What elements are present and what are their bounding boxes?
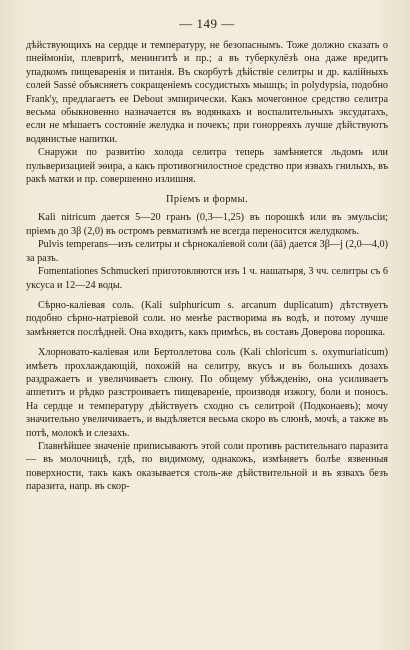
paragraph-pulvis-temperans: Pulvis temperans—изъ селитры и сѣрнокаліевой соли (āā) дается 3β—j (2,0—4,0) за разъ. — [26, 239, 388, 264]
page-number: — 149 — — [179, 16, 235, 31]
paragraph-external-use: Снаружи по развитію холода селитра теперь замѣняется льдомъ или пульверизацией эөира, а какъ противогнилостное средство при язвахъ гнилыхъ, въ ракѣ матки и пр. совершенно излишня. — [26, 147, 388, 186]
paragraph-continuation: дѣйствующихъ на сердце и температуру, не безопаснымъ. Тоже должно сказать о пнеймоніи, плевритѣ, менингитѣ и пр.; а въ туберкулёзѣ она даже вредитъ упадкомъ пищеваренія и питанія. Въ скорбутѣ дѣйствіе селитры и др. калійныхъ солей Sassé объясняетъ сокращеніемъ сосудистыхъ мышцъ; in polydypsia, подобно Frank'у, предлагаетъ ее Debout эмпирически. Какъ мочегонное средство селитра весьма обыкновенно назначается въ водянкахъ и воспалительныхъ эксудатахъ, если не мѣшаетъ состояніе желудка и почекъ; при гонорреяхъ лучше дѣйствуютъ водянистые напитки. — [26, 40, 388, 145]
paragraph-main-significance: Главнѣйшее значеніе приписываютъ этой соли противъ растительнаго паразита — въ молочницѣ, гдѣ, по видимому, однакожъ, измѣняетъ болѣе язвенныя поверхности, такъ какъ оказывается столь-же дѣйствительной и въ язвахъ безъ паразита, напр. въ скор- — [26, 440, 388, 493]
paragraph-fomentationes: Fomentationes Schmuckeri приготовляются изъ 1 ч. нашатыря, 3 чч. селитры съ 6 уксуса и 12—24 воды. — [26, 266, 388, 291]
paragraph-kali-sulphuricum: Сѣрно-каліевая соль. (Kali sulphuricum s. arcanum duplicatum) дѣтствуетъ подобно сѣрно-натріевой соли. но менѣе растворима въ водѣ, и потому лучше замѣняется послѣдней. Она входитъ, какъ примѣсь, въ составъ Доверова порошка. — [26, 299, 388, 338]
paragraph-kali-nitricum: Kali nitricum дается 5—20 гранъ (0,3—1,25) въ порошкѣ или въ эмульсіи; пріемъ до 3β (2,0) въ остромъ ревматизмѣ не всегда переносится желудкомъ. — [26, 212, 388, 237]
paragraph-kali-chloricum: Хлорновато-каліевая или Бертоллетова соль (Kali chloricum s. oxymuriaticum) имѣетъ прохлаждающій, похожій на селитру, вкусъ и въ большихъ дозахъ раздражаетъ и увеличиваетъ слюну. По общему убѣжденію, она усиливаетъ аппетитъ и рѣдко разстроиваетъ пищевареніе, производя изжогу, боли и поносъ. На сердце и температуру дѣйствуетъ сходно съ селитрой (Подконаевъ); мочу значительно увеличиваетъ, и выдѣляется весьма скоро въ слюнѣ, мочѣ, а также въ потѣ, молокѣ и слезахъ. — [26, 347, 388, 439]
section-heading: Пріемъ и формы. — [165, 194, 249, 206]
